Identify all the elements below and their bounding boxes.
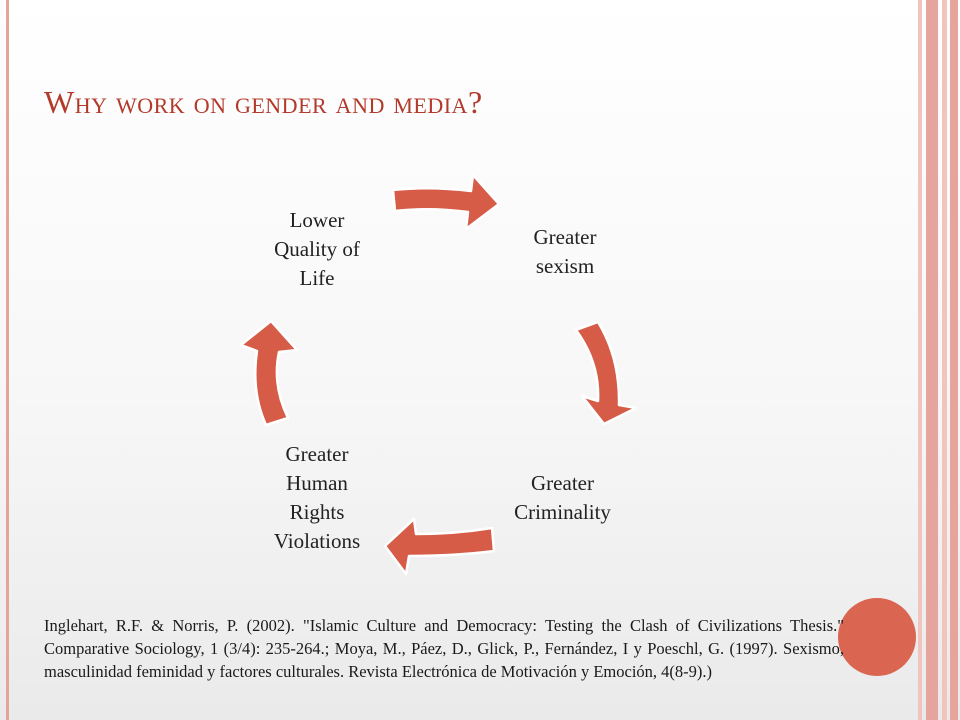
cycle-node-greater-criminality: Greater Criminality (514, 471, 611, 524)
reference-citation: Inglehart, R.F. & Norris, P. (2002). "Islamic Culture and Democracy: Testing the Clash of Civilizations Thesis." Comparative Sociology, 1 (3/4): 235-264.; Moya, M., Páez, D., Glick, P., Fernández, I y Poeschl, G. (1997). Sexismo, masculinidad feminidad y factores culturales. Revista Electrónica de Motivación y Emoción, 4(8-9).) (44, 616, 844, 681)
cycle-node-greater-human-rights-violations: Greater Human Rights Violations (273, 442, 361, 553)
cycle-arrow-bottom (385, 519, 494, 574)
cycle-node-lower-quality-of-life: Lower Quality of Life (274, 208, 360, 290)
slide-title: Why work on gender and media? (44, 84, 483, 120)
cycle-arrow-top (393, 175, 499, 229)
cycle-node-greater-sexism: Greater sexism (533, 225, 597, 278)
cycle-arrow-right (576, 322, 636, 424)
cycle-arrow-left (241, 321, 297, 425)
